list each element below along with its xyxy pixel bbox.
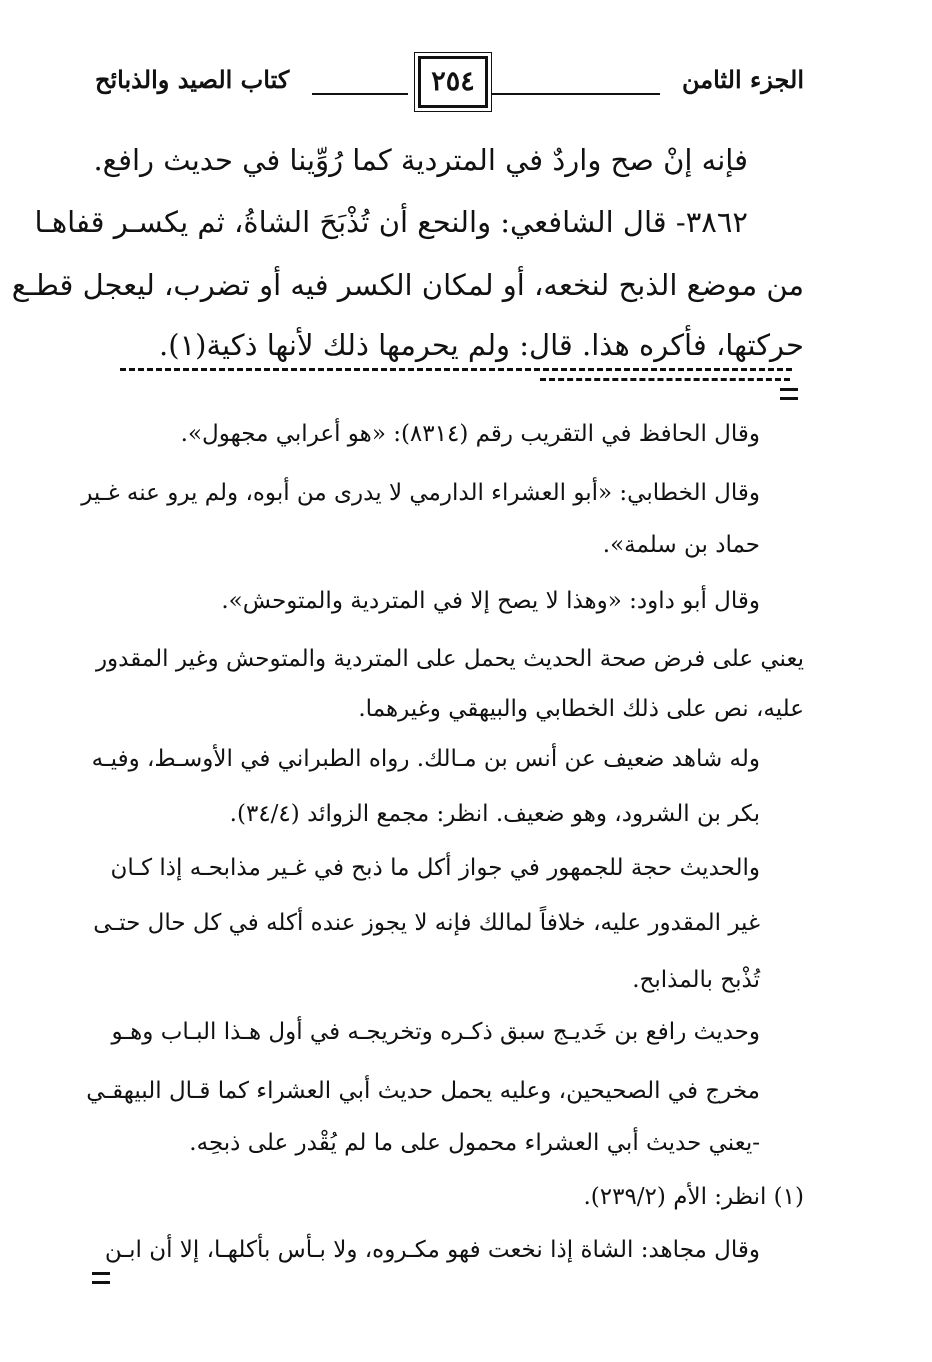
section-divider (540, 378, 790, 381)
commentary-line: وقال الخطابي: «أبو العشراء الدارمي لا يدرى من أبوه، ولم يرو عنه غـير (81, 480, 760, 506)
header-part: الجزء الثامن (681, 65, 804, 94)
main-text-line: حركتها، فأكره هذا. قال: ولم يحرمها ذلك لأنها ذكية(١). (159, 328, 804, 362)
commentary-line: والحديث حجة للجمهور في جواز أكل ما ذبح في غـير مذابحـه إذا كـان (110, 855, 760, 881)
main-text-line: ٣٨٦٢- قال الشافعي: والنحع أن تُذْبَحَ الشاةُ، ثم يكسـر قفاهـا (34, 205, 748, 239)
commentary-line: عليه، نص على ذلك الخطابي والبيهقي وغيرهما. (358, 696, 804, 722)
commentary-line: بكر بن الشرود، وهو ضعيف. انظر: مجمع الزوائد (٣٤/٤). (229, 801, 760, 827)
footnote: (١) انظر: الأم (٢٣٩/٢). (583, 1184, 804, 1210)
section-divider (120, 368, 792, 371)
commentary-line: وقال أبو داود: «وهذا لا يصح إلا في المتردية والمتوحش». (221, 588, 760, 614)
continuation-mark (92, 1272, 110, 1284)
main-text-line: من موضع الذبح لنخعه، أو لمكان الكسر فيه أو تضرب، ليعجل قطـع (11, 268, 804, 302)
commentary-line: حماد بن سلمة». (602, 532, 760, 558)
commentary-line: وحديث رافع بن خَديـج سبق ذكـره وتخريجـه في أول هـذا البـاب وهـو (111, 1019, 760, 1045)
continuation-mark (780, 388, 798, 400)
header-rule-left (312, 93, 408, 95)
commentary-line: تُذْبح بالمذابح. (632, 967, 760, 993)
commentary-line: -يعني حديث أبي العشراء محمول على ما لم يُقْدر على ذبحِه. (189, 1130, 760, 1156)
commentary-line: يعني على فرض صحة الحديث يحمل على المتردية والمتوحش وغير المقدور (95, 646, 804, 672)
commentary-line: وقال الحافظ في التقريب رقم (٨٣١٤): «هو أعرابي مجهول». (180, 421, 760, 447)
continuation-line: وقال مجاهد: الشاة إذا نخعت فهو مكـروه، ولا بـأس بأكلهـا، إلا أن ابـن (104, 1237, 760, 1263)
header-rule-right (492, 93, 660, 95)
main-text-line: فإنه إنْ صح واردٌ في المتردية كما رُوِّينا في حديث رافع. (93, 143, 748, 177)
commentary-line: مخرج في الصحيحين، وعليه يحمل حديث أبي العشراء كما قـال البيهقـي (86, 1078, 760, 1104)
page-number: ٢٥٤ (418, 56, 488, 108)
commentary-line: غير المقدور عليه، خلافاً لمالك فإنه لا يجوز عنده أكله في كل حال حتـى (93, 910, 760, 936)
header-book-title: كتاب الصيد والذبائح (95, 65, 290, 94)
commentary-line: وله شاهد ضعيف عن أنس بن مـالك. رواه الطبراني في الأوسـط، وفيـه (91, 746, 760, 772)
